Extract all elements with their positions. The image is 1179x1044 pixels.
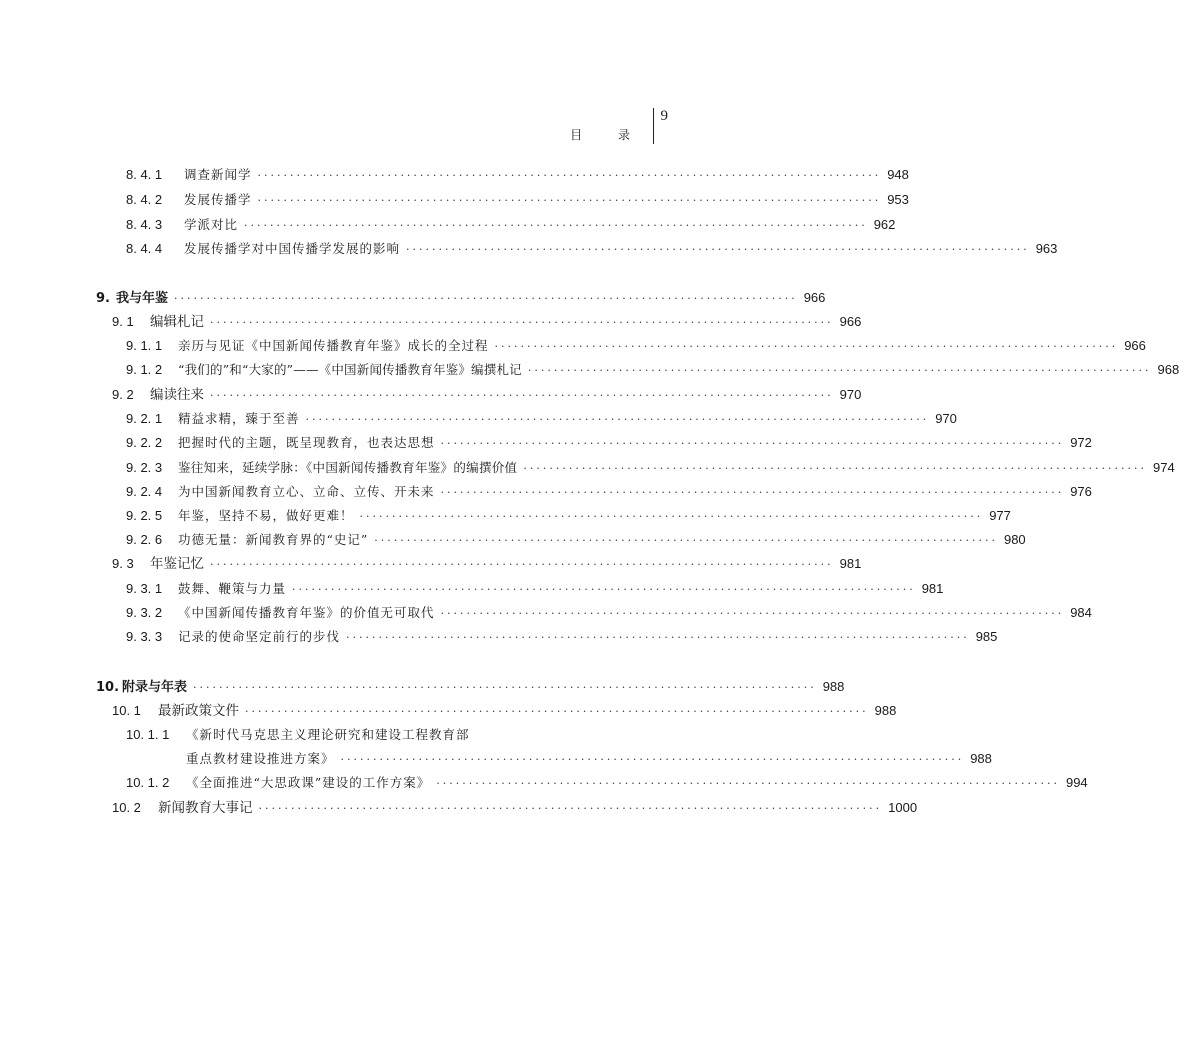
dot-leader: ································································································ [258, 802, 883, 815]
dot-leader: ································································································ [174, 292, 798, 305]
toc-entry-page: 974 [1153, 460, 1175, 475]
dot-leader: ································································································ [210, 389, 834, 402]
dot-leader: ································································································ [359, 510, 984, 523]
toc-section[interactable] [96, 553, 862, 575]
toc-entry[interactable] [96, 238, 1058, 260]
toc-entry-page: 968 [1157, 362, 1179, 377]
dot-leader: ································································································ [436, 777, 1060, 790]
toc-entry-number: 8. 4. 2 [126, 192, 163, 207]
toc-entry-title: 学派对比 [184, 217, 239, 232]
toc-chapter-title: 我与年鉴 [116, 291, 169, 306]
toc-entry[interactable] [96, 359, 1179, 381]
toc-entry[interactable] [96, 529, 1026, 551]
header-divider [653, 108, 654, 144]
toc-chapter[interactable] [96, 287, 826, 309]
toc-entry-page: 953 [887, 192, 909, 207]
toc-entry-title: 《中国新闻传播教育年鉴》的价值无可取代 [178, 605, 435, 620]
toc-entry-title: 新闻教育大事记 [158, 800, 253, 816]
toc-entry-number: 9. 1. 1 [126, 338, 163, 353]
toc-entry-title: 《全面推进“大思政课”建设的工作方案》 [186, 775, 431, 790]
toc-entry-page: 948 [887, 167, 909, 182]
toc-entry-number: 8. 4. 1 [126, 167, 163, 182]
toc-entry-title: 年鉴记忆 [150, 556, 204, 572]
toc-section[interactable] [96, 797, 918, 819]
toc-entry-title: 编辑札记 [150, 314, 204, 330]
dot-leader: ································································································ [374, 534, 998, 547]
toc-entry-page: 981 [921, 581, 944, 596]
toc-entry-page: 981 [839, 556, 862, 571]
toc-entry-page: 984 [1070, 605, 1092, 620]
toc-entry-number: 9. 3 [112, 556, 134, 571]
toc-entry-page: 966 [1124, 338, 1146, 353]
toc-entry-number: 9. 3. 1 [126, 581, 163, 596]
dot-leader: ································································································ [523, 462, 1148, 475]
toc-entry-page: 985 [975, 629, 998, 644]
toc-chapter-title: 附录与年表 [122, 680, 188, 695]
toc-entry[interactable] [96, 335, 1146, 357]
toc-entry-page: 1000 [888, 800, 918, 815]
dot-leader: ································································································ [244, 219, 868, 232]
toc-entry-title: 年鉴，坚持不易，做好更难！ [178, 508, 354, 523]
dot-leader: ································································································ [440, 437, 1065, 450]
toc-entry-number: 9. 2. 5 [126, 508, 163, 523]
toc-entry[interactable] [96, 602, 1092, 624]
header-label: 目 录 [570, 128, 646, 142]
dot-leader: ································································································ [440, 607, 1065, 620]
toc-entry[interactable] [96, 481, 1092, 503]
dot-leader: ································································································ [257, 169, 882, 182]
toc-entry[interactable] [96, 457, 1175, 479]
toc-entry-title: 调查新闻学 [184, 167, 252, 182]
toc-entry-number: 9. 3. 2 [126, 605, 163, 620]
toc-entry-page: 972 [1070, 435, 1092, 450]
toc-entry-number: 8. 4. 3 [126, 217, 163, 232]
toc-entry-number: 9. 2. 2 [126, 435, 163, 450]
toc-entry-title: 《新时代马克思主义理论研究和建设工程教育部 [186, 727, 470, 742]
toc-entry-continuation[interactable] [96, 748, 992, 770]
toc-entry-number: 10. 1. 2 [126, 775, 170, 790]
toc-entry-number: 9. 1 [112, 314, 134, 329]
dot-leader: ································································································ [305, 413, 930, 426]
dot-leader: ································································································ [340, 753, 965, 766]
dot-leader: ································································································ [494, 340, 1119, 353]
toc-entry-page: 976 [1070, 484, 1092, 499]
toc-entry-number: 8. 4. 4 [126, 241, 163, 256]
dot-leader: ································································································ [346, 631, 970, 644]
toc-entry-number: 9. 1. 2 [126, 362, 163, 377]
dot-leader: ································································································ [210, 316, 834, 329]
toc-entry[interactable] [96, 408, 957, 430]
toc-entry-title: 发展传播学 [184, 192, 252, 207]
dot-leader: ································································································ [193, 681, 817, 694]
toc-entry-title: 精益求精，臻于至善 [178, 411, 300, 426]
toc-entry-title: 把握时代的主题，既呈现教育，也表达思想 [178, 435, 435, 450]
toc-entry-page: 988 [874, 703, 897, 718]
toc-entry-title: 鉴往知来，延续学脉：《中国新闻传播教育年鉴》的编撰价值 [178, 460, 518, 475]
dot-leader: ································································································ [210, 558, 834, 571]
toc-entry-number: 9. 2 [112, 387, 134, 402]
toc-entry-title: 功德无量：新闻教育界的“史记” [178, 532, 369, 547]
toc-entry-title: 鼓舞、鞭策与力量 [178, 581, 287, 596]
toc-entry-number: 10. 1. 1 [126, 727, 170, 742]
toc-entry-page: 994 [1065, 775, 1088, 790]
toc-entry-page: 970 [935, 411, 957, 426]
toc-entry-title: 亲历与见证《中国新闻传播教育年鉴》成长的全过程 [178, 338, 489, 353]
toc-entry-title: 为中国新闻教育立心、立命、立传、开未来 [178, 484, 435, 499]
toc-entry-title: “我们的”和“大家的”——《中国新闻传播教育年鉴》编撰札记 [178, 362, 522, 377]
toc-entry-page: 963 [1035, 241, 1058, 256]
toc-chapter-page: 988 [822, 679, 845, 694]
toc-entry-title: 发展传播学对中国传播学发展的影响 [184, 241, 401, 256]
toc-entry-page: 966 [839, 314, 862, 329]
toc-entry-page: 970 [839, 387, 862, 402]
toc-section[interactable] [96, 700, 897, 722]
toc-entry-number: 10. 1 [112, 703, 141, 718]
dot-leader: ································································································ [245, 705, 869, 718]
dot-leader: ································································································ [292, 583, 916, 596]
dot-leader: ································································································ [440, 486, 1065, 499]
toc-entry-page: 988 [970, 751, 992, 766]
toc-entry-number: 9. 2. 6 [126, 532, 163, 547]
dot-leader: ································································································ [257, 194, 882, 207]
toc-chapter[interactable] [96, 676, 845, 698]
toc-chapter-page: 966 [803, 290, 826, 305]
toc-entry[interactable] [96, 772, 1088, 794]
toc-entry[interactable] [96, 626, 998, 648]
toc-chapter-number: 9. [96, 291, 110, 306]
toc-entry[interactable] [96, 505, 1011, 527]
toc-entry-title: 编读往来 [150, 387, 204, 403]
toc-entry-number: 9. 2. 1 [126, 411, 163, 426]
header-page-number: 9 [660, 108, 668, 124]
toc-section[interactable] [96, 311, 862, 333]
dot-leader: ································································································ [406, 243, 1030, 256]
toc-entry-number: 9. 2. 3 [126, 460, 163, 475]
toc-entry-page: 962 [873, 217, 896, 232]
toc-entry[interactable] [96, 214, 896, 236]
dot-leader: ································································································ [527, 364, 1152, 377]
toc-entry[interactable] [96, 432, 1092, 454]
toc-entry[interactable] [96, 578, 944, 600]
toc-entry-title: 最新政策文件 [158, 703, 239, 719]
toc-entry-number: 9. 3. 3 [126, 629, 163, 644]
toc-entry-title-line2: 重点教材建设推进方案》 [186, 751, 335, 766]
toc-entry[interactable] [96, 164, 909, 186]
toc-entry-number: 10. 2 [112, 800, 141, 815]
toc-chapter-number: 10. [96, 680, 120, 695]
toc-entry[interactable] [96, 724, 652, 746]
toc-entry-number: 9. 2. 4 [126, 484, 163, 499]
toc-entry-page: 980 [1003, 532, 1026, 547]
toc-entry-title: 记录的使命坚定前行的步伐 [178, 629, 341, 644]
toc-entry-page: 977 [989, 508, 1011, 523]
toc-section[interactable] [96, 384, 862, 406]
toc-entry[interactable] [96, 189, 909, 211]
